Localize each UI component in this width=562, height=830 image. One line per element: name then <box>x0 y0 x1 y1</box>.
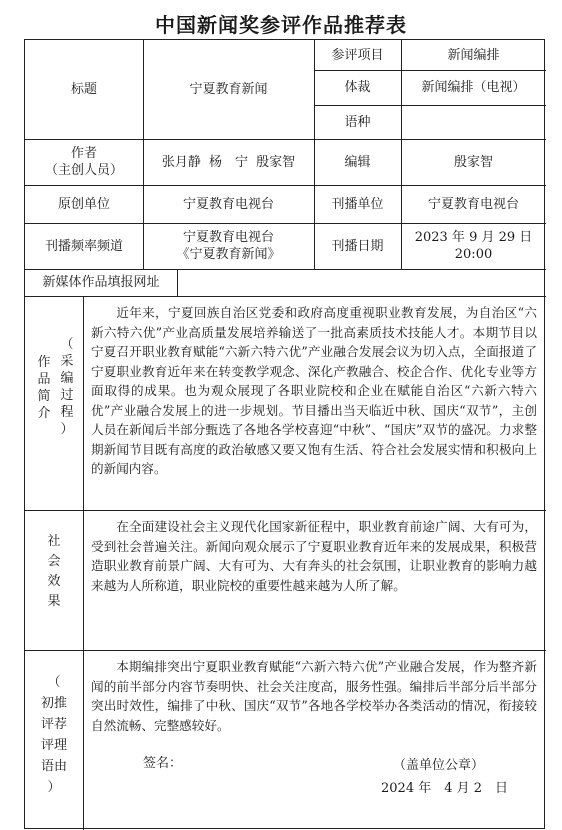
recommend-side-paren-open: （ <box>47 675 61 690</box>
intro-side-char: 程 <box>60 405 74 420</box>
intro-side-paren-close: ） <box>60 422 74 437</box>
origin-org-label: 原创单位 <box>57 196 110 212</box>
recommendation-form <box>24 39 545 829</box>
recommend-side-paren-close: ） <box>47 780 61 795</box>
recommend-side-chars: 语由 <box>40 759 67 774</box>
effect-text: 在全面建设社会主义现代化国家新征程中，职业教育前途广阔、大有可为，受到社会普遍关注。新闻向观众展示了宁夏职业教育近年来的发展成果，积极营造职业教育前景广阔、大有可为、大有奔头的社会氛围，让职业教育的影响力越来越为人所称道，职业院校的重要性越来越为人所了解。 <box>91 519 537 593</box>
recommend-side-chars: 评理 <box>40 738 67 753</box>
intro-side-char: 品 <box>37 372 51 387</box>
channel-label: 刊播频率频道 <box>44 238 123 254</box>
channel-value-line1: 宁夏教育电视台 <box>182 230 274 245</box>
channel-value <box>143 223 314 269</box>
publish-date-line2: 20:00 <box>454 247 493 262</box>
intro-side-paren-open: （ <box>60 337 74 352</box>
project-label: 参评项目 <box>331 47 384 63</box>
language-value <box>401 105 546 139</box>
author-label-line2: （主创人员） <box>44 163 123 178</box>
document-title: 中国新闻奖参评作品推荐表 <box>155 13 407 37</box>
effect-side-label <box>25 510 83 650</box>
intro-side-char: 编 <box>60 371 74 386</box>
intro-side-char: 采 <box>60 354 74 369</box>
recommend-side-label <box>25 650 83 830</box>
recommend-text: 本期编排突出宁夏职业教育赋能“六新六特六优”产业融合发展，作为整齐新闻的前半部分内容节奏明快、社会关注度高，服务性强。编排后半部分后半部分突出时效性，编排了中秋、国庆“双节”各地各学校举办各类活动的情况，衔接较自然流畅、完整感较好。 <box>91 659 537 733</box>
editor-value: 殷家智 <box>453 154 493 170</box>
new-media-url-label: 新媒体作品填报网址 <box>42 275 160 290</box>
intro-side-char: 介 <box>37 406 51 421</box>
intro-side-label <box>25 296 83 510</box>
new-media-url-value <box>177 269 546 296</box>
project-value: 新闻编排 <box>447 47 500 63</box>
origin-org-value: 宁夏教育电视台 <box>182 196 274 212</box>
editor-label: 编辑 <box>344 154 371 170</box>
recommend-side-chars: 初推 <box>40 696 67 711</box>
signature-label: 签名： <box>143 756 183 771</box>
genre-label: 体裁 <box>344 80 371 95</box>
publish-date-line1: 2023 年 9 月 29 日 <box>414 230 533 245</box>
effect-side-char: 会 <box>47 554 61 569</box>
author-label-line1: 作者 <box>70 146 97 161</box>
effect-side-char: 社 <box>47 534 61 549</box>
recommend-date: 2024 年 4 月 2 日 <box>381 781 509 796</box>
seal-label: （盖单位公章） <box>393 758 485 773</box>
effect-side-char: 效 <box>47 574 61 589</box>
publish-date-label: 刊播日期 <box>331 238 384 254</box>
author-label <box>25 139 143 185</box>
title-value: 宁夏教育新闻 <box>189 82 268 97</box>
genre-value: 新闻编排（电视） <box>421 80 526 95</box>
intro-side-char: 过 <box>60 388 74 403</box>
publish-org-value: 宁夏教育电视台 <box>427 196 519 212</box>
language-label: 语种 <box>344 114 371 130</box>
author-value: 张月静 杨 宁 殷家智 <box>161 154 296 170</box>
publish-org-label: 刊播单位 <box>331 196 384 212</box>
intro-text: 近年来，宁夏回族自治区党委和政府高度重视职业教育发展，为自治区“六新六特六优”产业高质量发展培养输送了一批高素质技术技能人才。本期节目以宁夏召开职业教育赋能“六新六特六优”产业融合发展会议为切入点，全面报道了宁夏职业教育近年来在转变教学观念、深化产教融合、校企合作、优化专业等方面取得的成果。也为观众展现了各职业院校和企业在赋能自治区“六新六特六优”产业融合发展上的进一步规划。节目播出当天临近中秋、国庆“双节”，主创人员在新闻后半部分甄选了各地各学校喜迎“中秋”、“国庆”双节的盛况。力求整期新闻节目既有高度的政治敏感又要又饱有生活、符合社会发展实情和积极向上的新闻内容。 <box>91 305 537 476</box>
recommend-side-chars: 评荐 <box>40 717 67 732</box>
intro-side-char: 简 <box>37 389 51 404</box>
channel-value-line2: 《宁夏教育新闻》 <box>176 247 281 262</box>
effect-side-char: 果 <box>47 594 61 609</box>
publish-date-value <box>401 223 546 269</box>
title-label: 标题 <box>70 82 97 97</box>
intro-side-char: 作 <box>37 355 51 370</box>
